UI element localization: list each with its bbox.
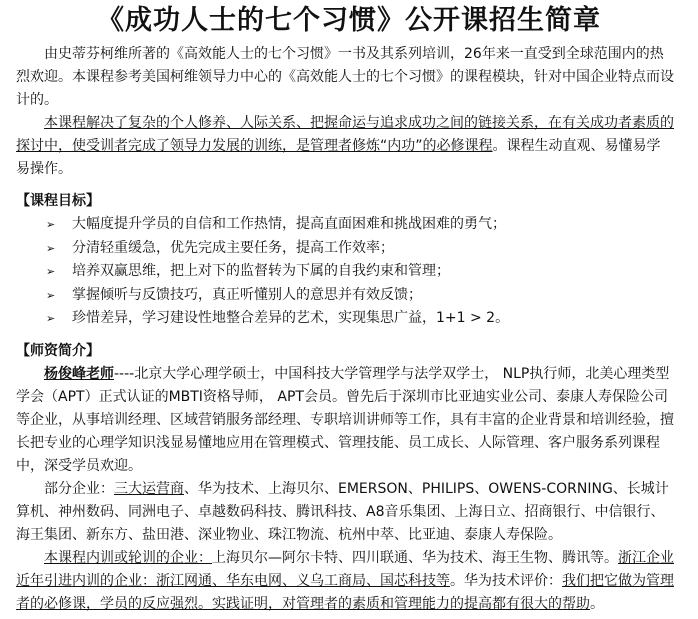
list-item: ➢ 分清轻重缓急，优先完成主要任务，提高工作效率； (16, 237, 674, 261)
arrow-right-icon: ➢ (46, 265, 56, 278)
end-mark: 。 (590, 595, 604, 612)
arrow-right-icon: ➢ (46, 241, 56, 255)
inhouse-paragraph (16, 547, 674, 616)
goals-list (16, 213, 674, 331)
intro-paragraph-2 (16, 112, 674, 181)
teacher-name: 杨俊峰老师 (44, 365, 114, 382)
review-label: 。华为技术评价： (450, 572, 562, 589)
intro-trailing-text: 。课程生动直观、易懂易学易操作。 (16, 138, 661, 177)
recent-label: 浙江企业近年引进内训的企业： (16, 549, 674, 589)
list-item: ➢ 掌握倾听与反馈技巧，真正听懂别人的意思并有效反馈； (16, 284, 674, 308)
arrow-right-icon: ➢ (46, 312, 56, 325)
page-title: 《成功人士的七个习惯》公开课招生简章 (97, 5, 601, 36)
inhouse-label: 本课程内训或轮训的企业： (44, 549, 212, 566)
teacher-bio-text: ----北京大学心理学硕士，中国科技大学管理学与法学双学士， NLP执行师，北美心理类型学会（APT）正式认证的MBTI资格导师， APT会员。曾先后于深圳市比亚迪实业公司、泰康人寿保险公司等企业，从事培训经理、区域营销服务部经理、专职培训讲师等工作，具有丰富的企业背景和培训经验，擅长把专业的心理学知识浅显易懂地应用在管理模式、管理技能、员工成长、人际管理、客户服务系列课程中，深受学员欢迎。 (16, 365, 674, 474)
inhouse-list: 上海贝尔—阿尔卡特、四川联通、华为技术、海王生物、腾讯等。 (212, 549, 618, 566)
list-item: ➢ 大幅度提升学员的自信和工作热情，提高直面困难和挑战困难的勇气； (16, 213, 674, 237)
list-item: ➢ 培养双赢思维，把上对下的监督转为下属的自我约束和管理； (16, 260, 674, 284)
intro-paragraph: 由史蒂芬柯维所著的《高效能人士的七个习惯》一书及其系列培训，26年来一直受到全球范围内的热烈欢迎。本课程参考美国柯维领导力中心的《高效能人士的七个习惯》的课程模块，针对中国企业特点而设计的。 (16, 46, 674, 108)
arrow-right-icon: ➢ (46, 288, 56, 302)
review-text: 我们把它做为管理者的必修课，学员的反应强烈。实践证明，对管理者的素质和管理能力的提高都有很大的帮助 (16, 572, 674, 612)
clients-label: 部分企业： (44, 480, 114, 497)
goals-heading: 【课程目标】 (16, 193, 100, 209)
clients-list: 、华为技术、上海贝尔、EMERSON、PHILIPS、OWENS-CORNING、长城计算机、神州数码、同洲电子、卓越数码科技、腾讯科技、A8音乐集团、上海日立、招商银行、中信银行、海王集团、新东方、盐田港、深业物业、珠江物流、杭州中萃、比亚迪、泰康人寿保险。 (16, 480, 669, 543)
recent-list: 浙江网通、华东电网、义乌工商局、国芯科技等 (156, 572, 450, 589)
intro-underlined-text: 本课程解决了复杂的个人修养、人际关系、把握命运与追求成功之间的链接关系，在有关成功者素质的探讨中，使受训者完成了领导力发展的训练，是管理者修炼“内功”的必修课程 (16, 115, 674, 154)
list-item: ➢ 珍惜差异，学习建设性地整合差异的艺术，实现集思广益，1+1 > 2。 (16, 307, 674, 331)
teacher-heading: 【师资简介】 (16, 342, 100, 359)
document-body (16, 43, 674, 616)
arrow-right-icon: ➢ (46, 218, 56, 231)
clients-paragraph (16, 478, 674, 547)
teacher-bio (16, 363, 674, 478)
clients-highlight: 三大运营商 (114, 480, 184, 497)
